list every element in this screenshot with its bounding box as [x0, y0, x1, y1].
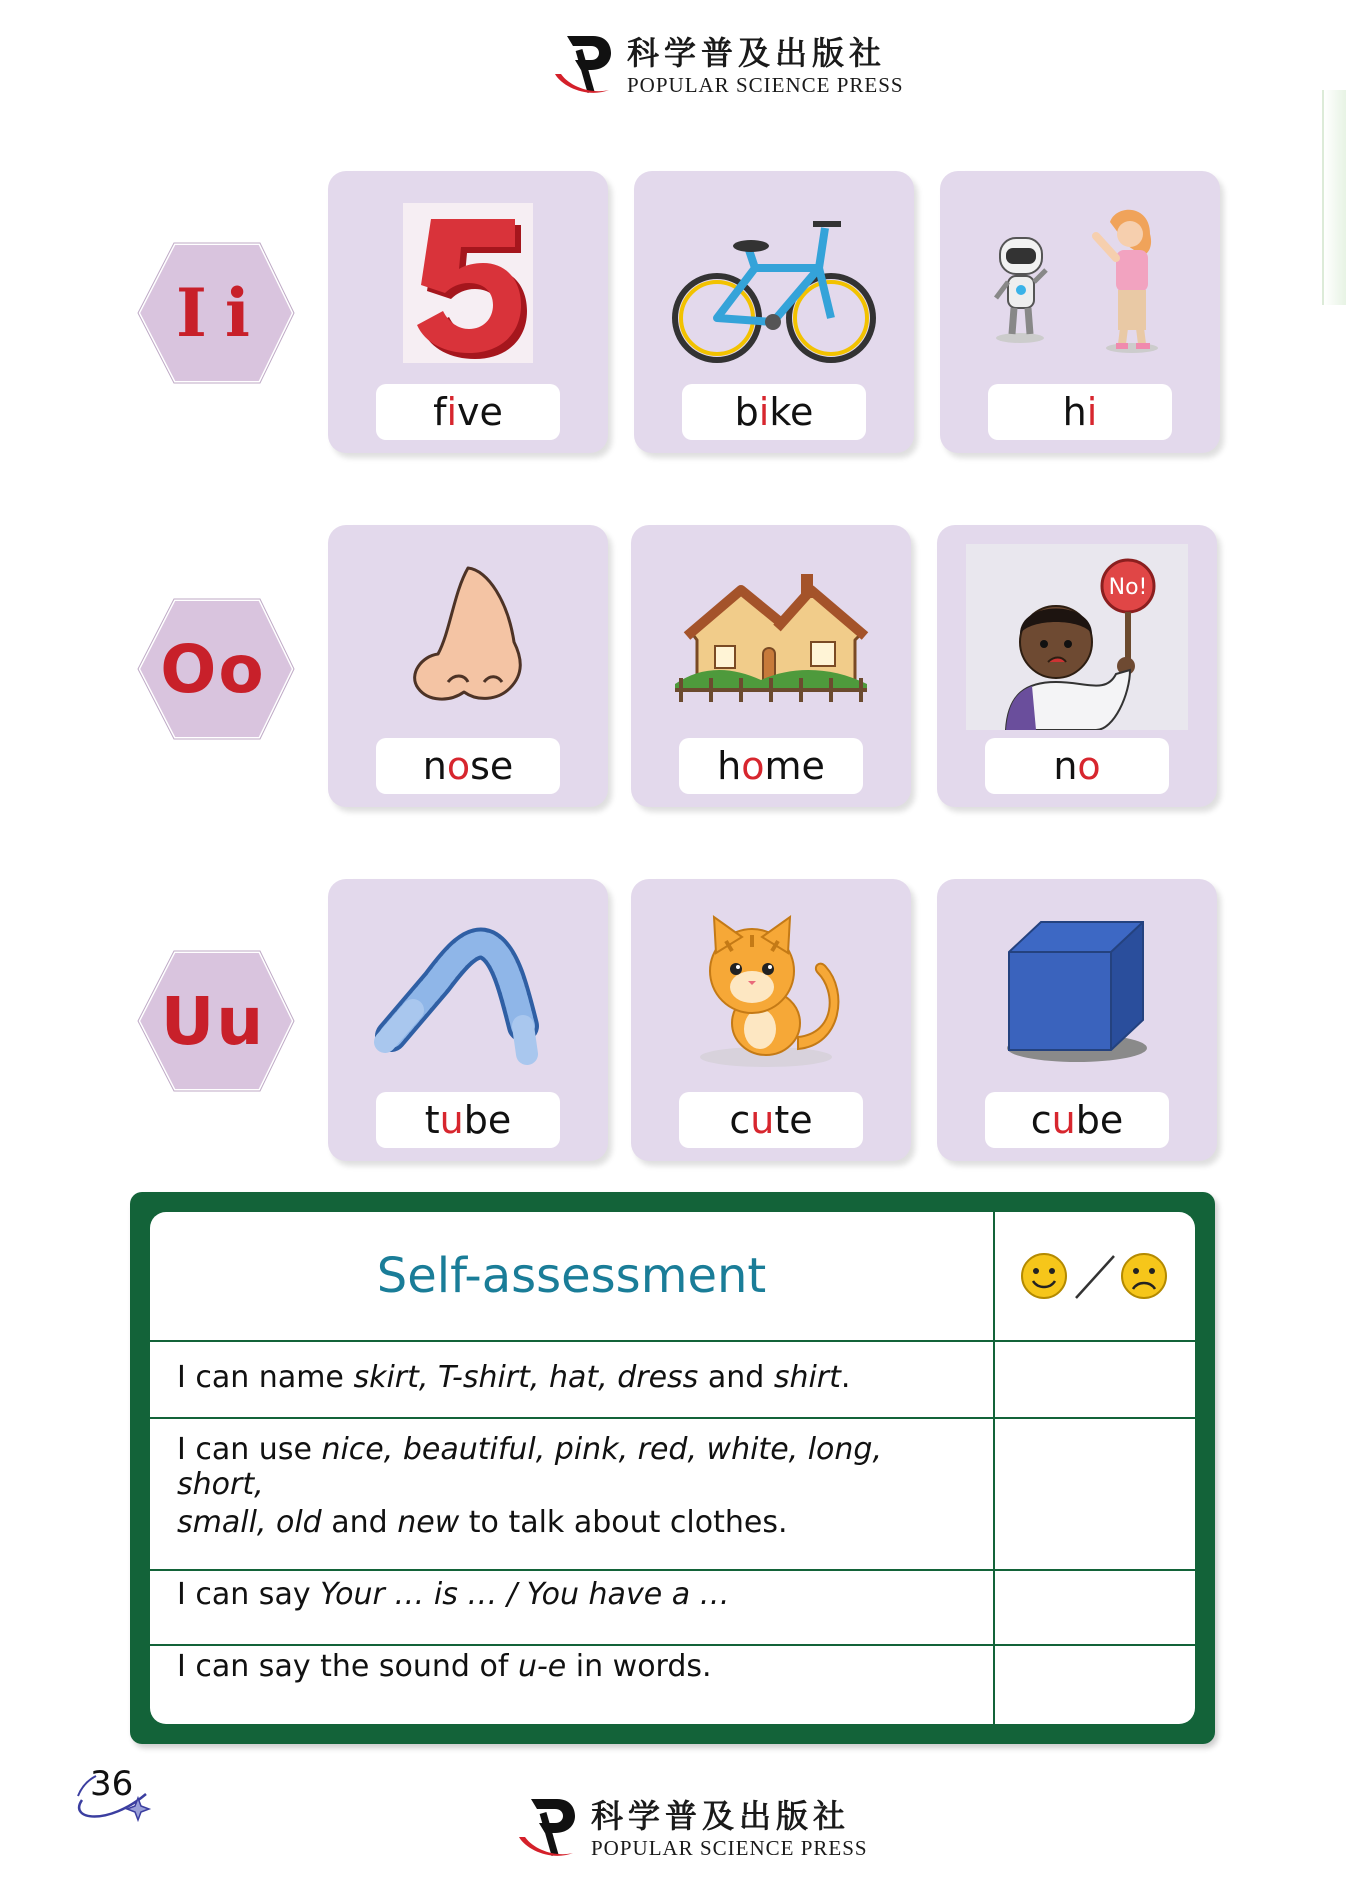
word-label: n o se: [376, 738, 560, 794]
row-divider: [150, 1644, 1195, 1646]
word-label: t u be: [376, 1092, 560, 1148]
column-divider: [993, 1212, 995, 1724]
publisher-mark-icon: [517, 1793, 581, 1863]
robot-and-girl-waving-icon: [960, 193, 1200, 373]
word-card-cube: [937, 879, 1217, 1161]
word-label: c u te: [679, 1092, 863, 1148]
self-assessment-table: [150, 1212, 1195, 1724]
word-card-nose: [328, 525, 608, 807]
rating-faces: [993, 1212, 1195, 1340]
letter-label: Oo: [160, 630, 266, 708]
publisher-name-en: POPULAR SCIENCE PRESS: [627, 73, 904, 97]
row-divider: [150, 1417, 1195, 1419]
letter-label: Ii: [176, 274, 268, 352]
tube-icon: [348, 901, 588, 1081]
smiley-face-icon: [1022, 1254, 1066, 1298]
word-card-hi: [940, 171, 1220, 453]
row-divider: [150, 1569, 1195, 1571]
word-label: h i: [988, 384, 1172, 440]
word-card-no: [937, 525, 1217, 807]
word-label: h o me: [679, 738, 863, 794]
no-sign-text: No!: [1108, 575, 1148, 600]
bike-icon: [654, 193, 894, 373]
word-card-tube: [328, 879, 608, 1161]
letter-label: Uu: [160, 982, 266, 1060]
letter-hexagon-o: [130, 596, 296, 742]
word-card-bike: [634, 171, 914, 453]
sad-face-icon: [1122, 1254, 1166, 1298]
publisher-logo-top: [553, 30, 904, 100]
word-label: n o: [985, 738, 1169, 794]
cube-icon: [957, 901, 1197, 1081]
self-assessment-frame: [130, 1192, 1215, 1744]
word-card-cute: [631, 879, 911, 1161]
assessment-item-adjectives: I can use nice, beautiful, pink, red, white, long, short,: [177, 1432, 883, 1502]
publisher-name-cn: 科学普及出版社: [591, 1797, 851, 1835]
publisher-logo-bottom: [517, 1793, 868, 1863]
publisher-name-cn: 科学普及出版社: [627, 34, 887, 72]
publisher-mark-icon: [553, 30, 617, 100]
assessment-item-sound: I can say the sound of u-e in words.: [177, 1649, 712, 1684]
page-number: 36: [68, 1760, 158, 1830]
boy-with-no-sign-icon: [957, 547, 1197, 727]
assessment-item-sentence: I can say Your … is … / You have a …: [177, 1577, 730, 1612]
word-card-home: [631, 525, 911, 807]
cat-icon: [651, 901, 891, 1081]
word-label: c u be: [985, 1092, 1169, 1148]
house-icon: [651, 547, 891, 727]
letter-hexagon-u: [130, 948, 296, 1094]
assessment-item-adjectives-cont: small, old and new to talk about clothes.: [177, 1505, 788, 1540]
number-five-icon: [348, 193, 588, 373]
assessment-item-clothes-names: I can name skirt, T-shirt, hat, dress and shirt.: [177, 1360, 851, 1395]
row-divider: [150, 1340, 1195, 1342]
publisher-name-en: POPULAR SCIENCE PRESS: [591, 1836, 868, 1860]
nose-icon: [348, 547, 588, 727]
side-tab-strip: [1322, 90, 1346, 305]
word-label: f i ve: [376, 384, 560, 440]
word-card-five: [328, 171, 608, 453]
letter-hexagon-i: [130, 240, 296, 386]
word-label: b i ke: [682, 384, 866, 440]
self-assessment-title: Self-assessment: [376, 1248, 767, 1304]
